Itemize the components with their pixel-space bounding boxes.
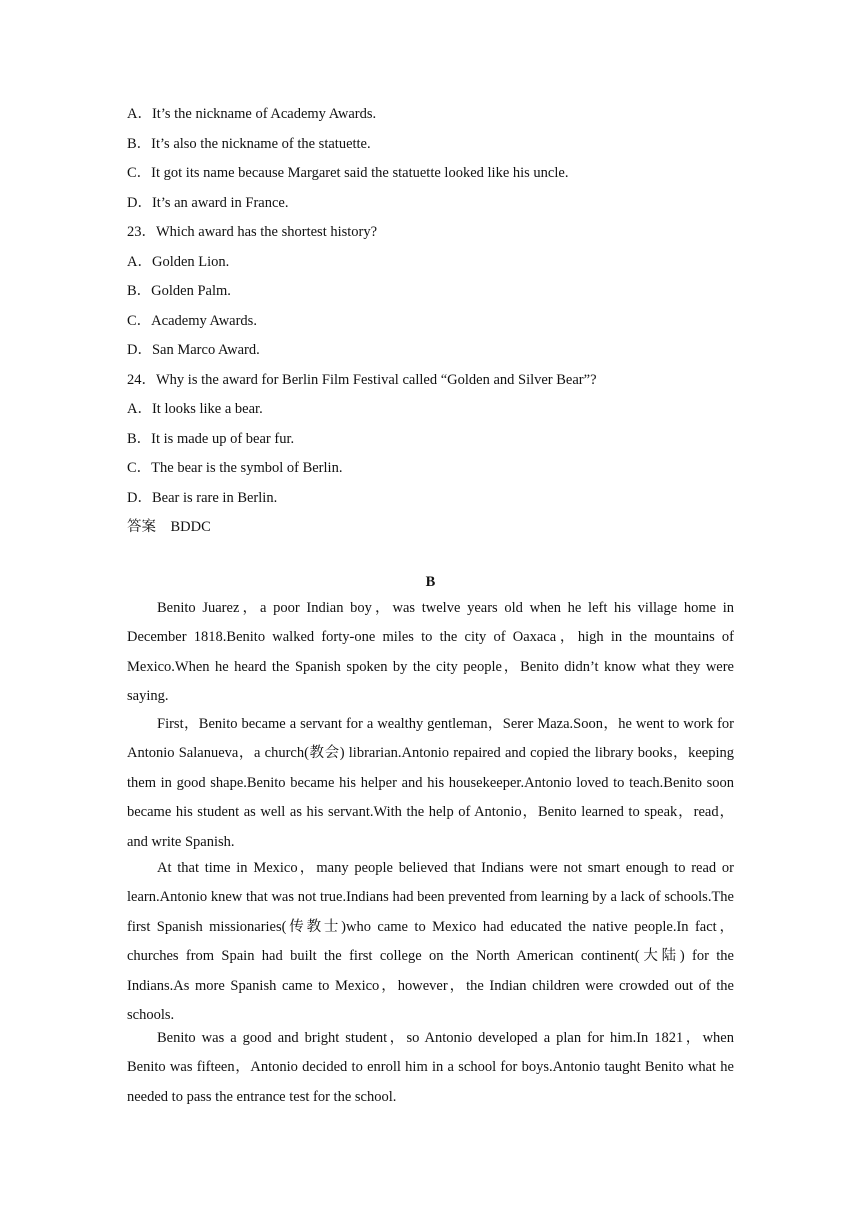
paragraph-3: At that time in Mexico，many people believed that Indians were not smart enough to read or learn.Antonio knew that was not true.Indians had been prevented from learning by a lack of schools.The first Spanish missionaries(传教士)who came to Mexico had educated the native people.In fact，churches from Spain had built the first college on the North American continent(大陆) for the Indians.As more Spanish came to Mexico，however，the Indian children were crowded out of the schools. <box>127 860 734 1024</box>
question-24-option-b: B．It is made up of bear fur. <box>127 431 295 447</box>
question-22-option-b: B．It’s also the nickname of the statuette. <box>127 136 371 152</box>
question-23-option-d: D．San Marco Award. <box>127 342 260 358</box>
question-24-option-c: C．The bear is the symbol of Berlin. <box>127 460 343 476</box>
section-heading: B <box>425 574 436 590</box>
question-24-option-d: D．Bear is rare in Berlin. <box>127 490 278 506</box>
paragraph-1: Benito Juarez，a poor Indian boy，was twelve years old when he left his village home in December 1818.Benito walked forty-one miles to the city of Oaxaca，high in the mountains of Mexico.When he heard the Spanish spoken by the city people，Benito didn’t know what they were saying. <box>127 600 734 705</box>
question-23-option-b: B．Golden Palm. <box>127 283 231 299</box>
paragraph-4: Benito was a good and bright student，so Antonio developed a plan for him.In 1821，when Benito was fifteen，Antonio decided to enroll him in a school for boys.Antonio taught Benito what he needed to pass the entrance test for the school. <box>127 1030 734 1105</box>
paragraph-2: First，Benito became a servant for a wealthy gentleman，Serer Maza.Soon，he went to work for Antonio Salanueva，a church(教会) librarian.Antonio repaired and copied the library books，keeping them in good shape.Benito became his helper and his housekeeper.Antonio loved to teach.Benito soon became his student as well as his servant.With the help of Antonio，Benito learned to speak，read，and write Spanish. <box>127 716 734 850</box>
question-22-option-d: D．It’s an award in France. <box>127 195 289 211</box>
question-24-option-a: A．It looks like a bear. <box>127 401 263 417</box>
question-23-stem: 23．Which award has the shortest history? <box>127 224 378 240</box>
question-22-option-c: C．It got its name because Margaret said the statuette looked like his uncle. <box>127 165 569 181</box>
question-23-option-a: A．Golden Lion. <box>127 254 230 270</box>
question-24-stem: 24．Why is the award for Berlin Film Festival called “Golden and Silver Bear”? <box>127 372 597 388</box>
question-23-option-c: C．Academy Awards. <box>127 313 257 329</box>
answer-key: 答案 BDDC <box>127 519 211 535</box>
question-22-option-a: A．It’s the nickname of Academy Awards. <box>127 106 377 122</box>
